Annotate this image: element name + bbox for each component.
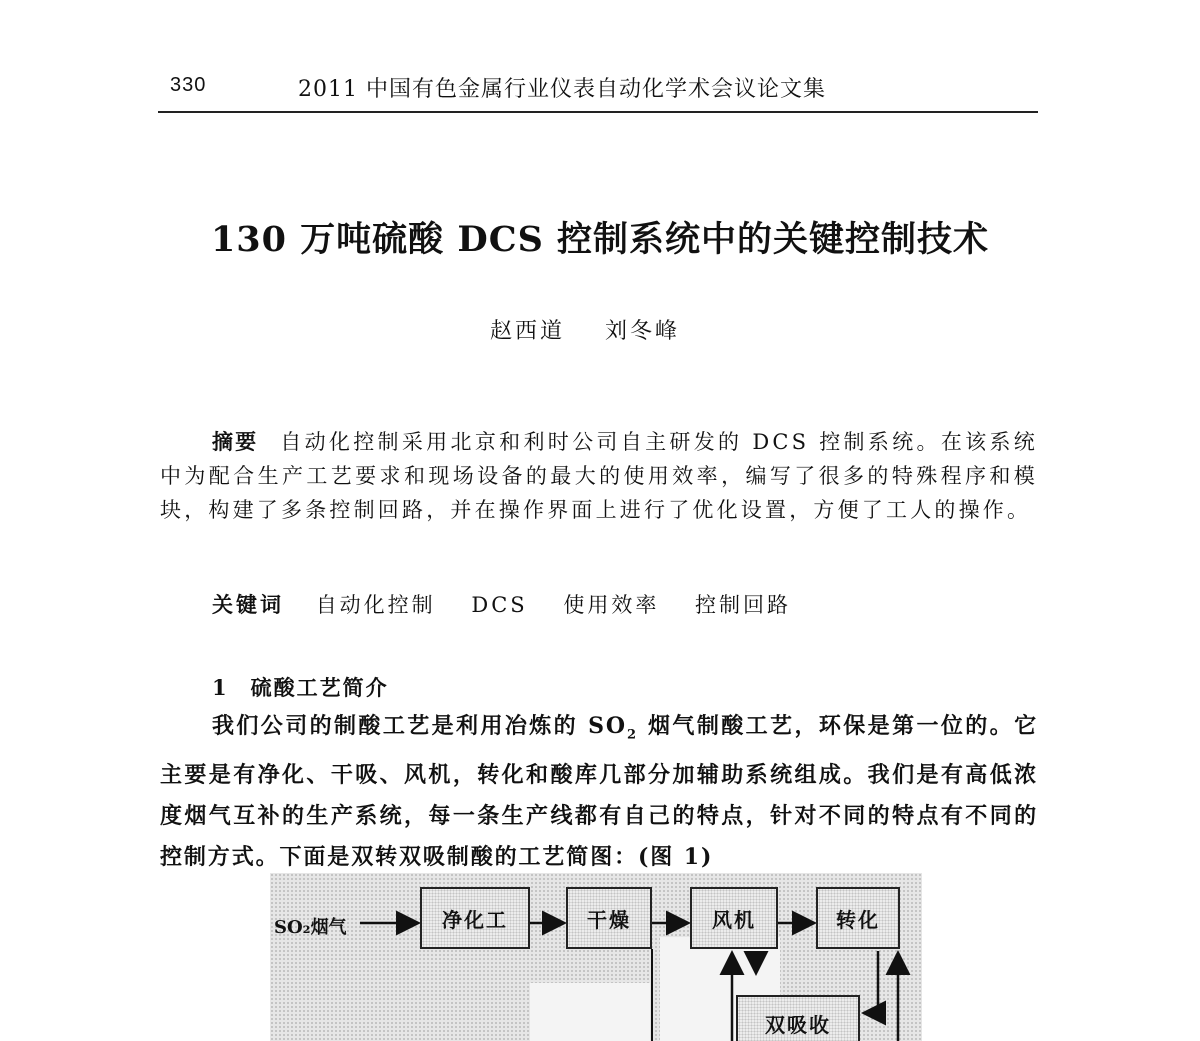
running-head — [158, 68, 1038, 106]
process-flow-figure — [270, 873, 922, 1041]
so2-gas-label: SO₂烟气 — [274, 917, 347, 938]
abstract — [160, 425, 1038, 527]
section-title: 硫酸工艺简介 — [250, 675, 389, 700]
box-purification: 净化工 — [420, 887, 530, 949]
box-conversion: 转化 — [816, 887, 900, 949]
author-1: 赵西道 — [490, 319, 566, 344]
header-rule — [158, 111, 1038, 113]
box-fan: 风机 — [690, 887, 778, 949]
abstract-text: 自动化控制采用北京和利时公司自主研发的 DCS 控制系统。在该系统中为配合生产工艺要求和现场设备的最大的使用效率，编写了很多的特殊程序和模块，构建了多条控制回路，并在操作界面上进行了优化设置，方便了工人的操作。 — [160, 430, 1038, 522]
section-paragraph — [160, 706, 1038, 878]
keyword-4: 控制回路 — [695, 593, 792, 617]
so2-subscript: 2 — [627, 727, 638, 743]
keyword-3: 使用效率 — [563, 593, 660, 617]
author-list — [490, 314, 710, 345]
section-heading — [212, 672, 389, 702]
box-drying: 干燥 — [566, 887, 652, 949]
paragraph-part-2: 烟气制酸工艺，环保是第一位的。它主要是有净化、干吸、风机，转化和酸库几部分加辅助系统组成。我们是有高低浓度烟气互补的生产系统，每一条生产线都有自己的特点，针对不同的特点有不同的控制方式。下面是双转双吸制酸的工艺简图：(图 1) — [160, 713, 1038, 871]
keyword-2: DCS — [471, 593, 528, 617]
page-number: 330 — [170, 74, 207, 96]
section-number: 1 — [212, 675, 229, 700]
journal-title: 2011 中国有色金属行业仪表自动化学术会议论文集 — [298, 77, 826, 102]
keywords — [212, 589, 817, 619]
keyword-1: 自动化控制 — [315, 593, 436, 617]
keywords-label: 关键词 — [212, 592, 284, 617]
line-convert-to-absorb — [866, 951, 878, 1013]
author-2: 刘冬峰 — [605, 319, 681, 344]
abstract-label: 摘要 — [212, 429, 259, 454]
paper-title: 130 万吨硫酸 DCS 控制系统中的关键控制技术 — [210, 219, 990, 260]
box-double-absorption: 双吸收 — [736, 995, 860, 1041]
paragraph-part-1: 我们公司的制酸工艺是利用冶炼的 SO — [212, 713, 627, 739]
